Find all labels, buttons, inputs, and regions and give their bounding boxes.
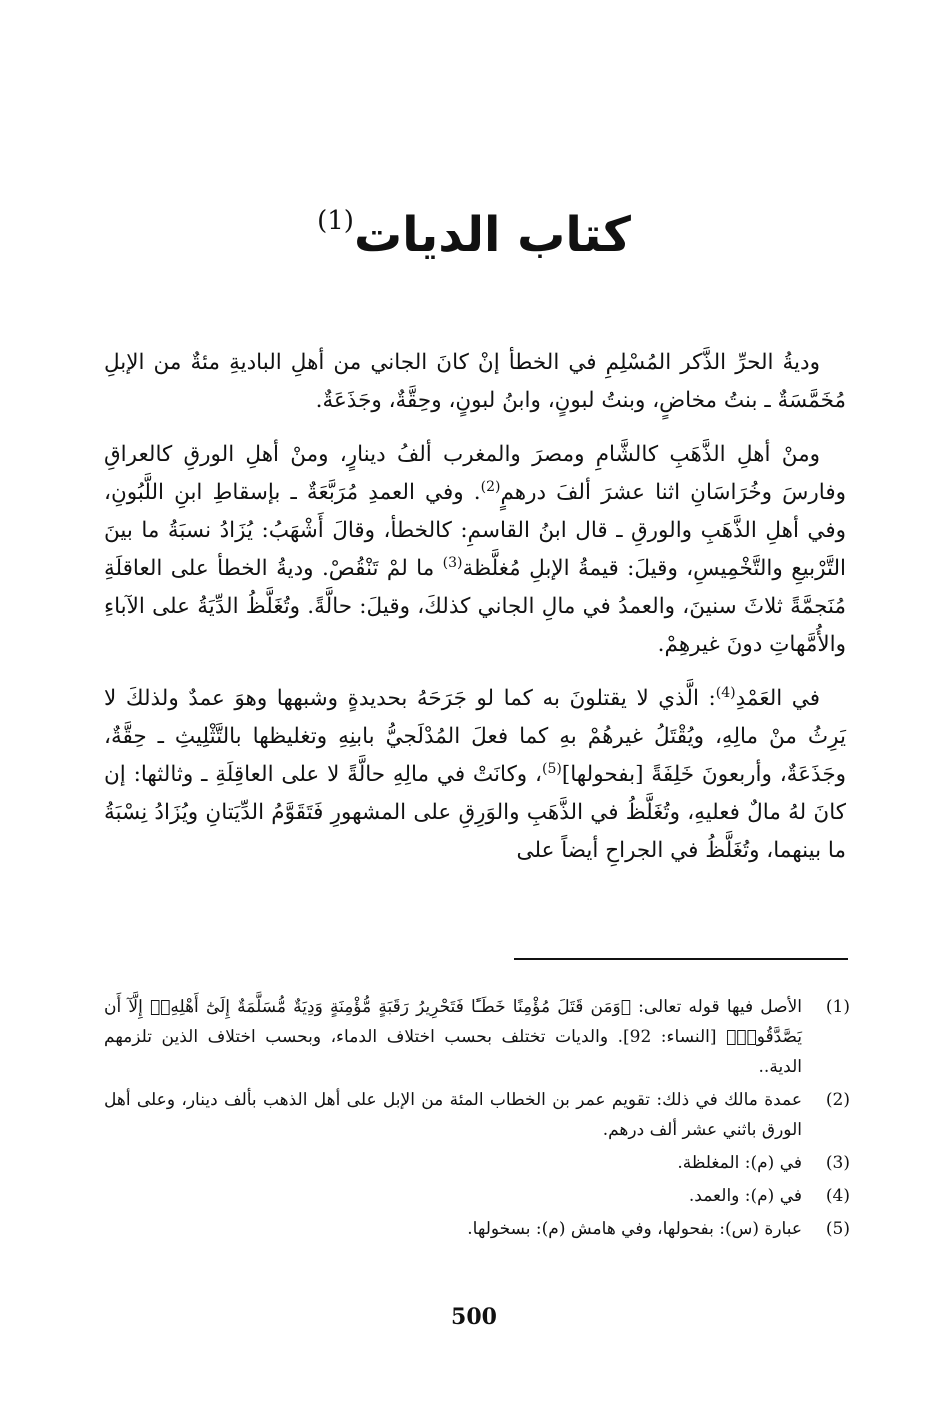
- paragraph-text: . وفي العمدِ مُرَبَّعَةٌ ـ بإسقاطِ ابنِ اللَّبُونِ، وفي أهلِ الذَّهَبِ والورقِ ـ قال ابنُ القاسمِ: كالخطأ، وقالَ أَشْهَبُ: يُزَادُ نسبَةُ ما بينَ التَّرْبيعِ والتَّخْمِيسِ، وقيلَ: قيمةُ الإبلِ مُغلَّظة: [104, 480, 846, 581]
- paragraph-text: ، وكانَتْ في مالِهِ حالَّةً لا على العاقِلَةِ ـ وثالثها: إن كانَ لهُ مالٌ فعليهِ، وتُغَلَّظُ في الذَّهَبِ والوَرِقِ على المشهورِ فَتَقَوَّمُ الدِّيَتانِ ويُزَادُ نِسْبَةُ ما بينهما، وتُغَلَّظُ في الجراحِ أيضاً على: [104, 762, 846, 863]
- paragraph-2: [104, 436, 846, 664]
- footnote-4: [104, 1181, 850, 1211]
- paragraph-text: في العَمْدِ: [735, 686, 820, 711]
- footnote-2: [104, 1085, 850, 1145]
- footnote-text: في (م): والعمد.: [688, 1186, 802, 1206]
- footnote-separator: [514, 958, 848, 960]
- chapter-title: [0, 186, 948, 270]
- footnote-text: الأصل فيها قوله تعالى: ﴿وَمَن قَتَلَ مُؤْمِنًا خَطَـًٔا فَتَحْرِيرُ رَقَبَةٍ مُّؤْمِنَةٍ وَدِيَةٌ مُّسَلَّمَةٌ إِلَىٰٓ أَهْلِهِۦٓ إِلَّآ أَن يَصَّدَّقُوا۟﴾ [النساء: 92]. والديات تختلف بحسب اختلاف الدماء، وبحسب اختلاف الذين تلزمهم الدية..: [104, 997, 802, 1077]
- footnotes: [104, 992, 850, 1247]
- paragraph-text: : الَّذي لا يقتلونَ به كما لو جَرَحَهُ بحديدةٍ وشبهها وهوَ عمدٌ ولذلكَ لا يَرِثُ منْ مالِهِ، ويُقْتَلُ غيرهُمْ بهِ كما فعلَ المُدْلَجيُّ بابنِهِ وتغليظها بالتَّثْلِيثِ ـ حِقَّةٌ، وجَذَعَةٌ، وأربعونَ خَلِفَةً [بفحولها]: [104, 686, 846, 787]
- paragraph-3: [104, 680, 846, 870]
- paragraph-text: ما لمْ تَنْقُصْ. وديةُ الخطأ على العاقلَةِ مُنَجمَّةً ثلاثَ سنينَ، والعمدُ في مالِ الجاني كذلكَ، وقيلَ: حالَّةً. وتُغَلَّظُ الدِّيَةُ على الآباءِ والأُمَّهاتِ دونَ غيرهِمْ.: [104, 556, 846, 657]
- footnote-number: (1): [825, 997, 850, 1017]
- footnote-number: (3): [825, 1153, 850, 1173]
- title-footnote-ref: (1): [317, 206, 354, 236]
- footnote-3: [104, 1148, 850, 1178]
- paragraph-text: ومنْ أهلِ الذَّهَبِ كالشَّامِ ومصرَ والمغرب ألفُ دينارٍ، ومنْ أهلِ الورقِ كالعراقِ وفارسَ وخُرَاسَانِ اثنا عشرَ ألفَ درهمٍ: [104, 442, 847, 505]
- footnote-ref: (3): [442, 555, 463, 571]
- chapter-title-text: كتاب الديات: [353, 207, 631, 263]
- main-text: [104, 344, 846, 886]
- footnote-text: في (م): المغلظة.: [677, 1153, 802, 1173]
- footnote-text: عمدة مالك في ذلك: تقويم عمر بن الخطاب المئة من الإبل على أهل الذهب بألف دينار، وعلى أهل الورق باثني عشر ألف درهم.: [104, 1090, 802, 1140]
- footnote-1: [104, 992, 850, 1082]
- paragraph-1: [104, 344, 846, 420]
- paragraph-text: وديةُ الحرِّ الذَّكر المُسْلِمِ في الخطأ إنْ كانَ الجاني من أهلِ الباديةِ مئةٌ من الإبلِ مُخَمَّسَةٌ ـ بنتُ مخاضٍ، وبنتُ لبونٍ، وابنُ لبونٍ، وحِقَّةٌ، وجَذَعَةٌ.: [104, 350, 846, 413]
- footnote-ref: (5): [541, 761, 562, 777]
- footnote-ref: (2): [480, 479, 501, 495]
- footnote-5: [104, 1214, 850, 1244]
- footnote-number: (2): [825, 1090, 850, 1110]
- footnote-text: عبارة (س): بفحولها، وفي هامش (م): بسخولها.: [467, 1219, 802, 1239]
- footnote-number: (5): [825, 1219, 850, 1239]
- footnote-number: (4): [825, 1186, 850, 1206]
- footnote-ref: (4): [715, 685, 736, 701]
- page-number: 500: [451, 1304, 497, 1330]
